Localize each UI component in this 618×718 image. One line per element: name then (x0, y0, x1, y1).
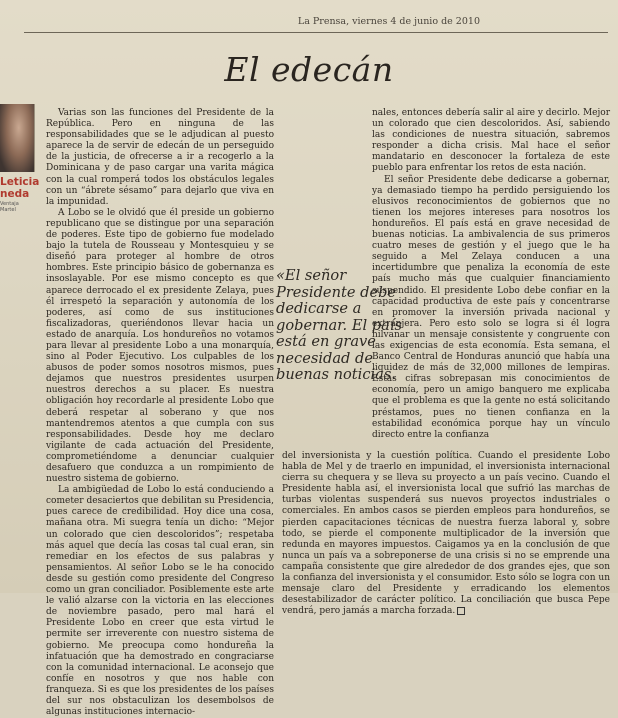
headline: El edecán (224, 50, 394, 89)
masthead: La Prensa, viernes 4 de junio de 2010 (297, 16, 480, 27)
paragraph: La ambigüedad de Lobo lo está conduciendo a cometer desaciertos que debilitan su Presidencia, pues carece de credibilidad. Hoy dice una cosa, mañana otra. Mi suegra tenía un dicho: “Mejor un colorado que cien descoloridos”; respetaba más aquel que decía las cosas tal cual eran, sin remediar en los efectos de sus palabras y pensamientos. Al señor Lobo se le ha conocido desde su gestión como presidente del Congreso como un gran conciliador. Posiblemente este arte le valió alzarse con la victoria en las elecciones de noviembre pasado, pero mal hará el Presidente Lobo en creer que esta virtud le permite ser irreverente con nuestro sistema de gobierno. Me preocupa como hondureña la infatuación que ha demostrado en congraciarse con la comunidad internacional. Le aconsejo que confíe en nosotros y que nos hable con franqueza. Si es que los presidentes de los países del sur nos obstaculizan los desembolsos de algunas instituciones internacio- (46, 485, 274, 718)
paragraph-text: del inversionista y la cuestión política. Cuando el presidente Lobo habla de Mel y de traerlo en impunidad, el inversionista internacional cierra su chequera y se lleva su proyecto a un país vecino. Cuando el Presidente habla así, el inversionista local que sufrió las marchas de turbas violentas suspenderá sus nuevos proyectos industriales o comerciales. En ambos casos se pierden empleos para hondureños, se pierden capacitaciones técnicas de nuestra fuerza laboral y, sobre todo, se pierde el componente multiplicador de la inversión que redunda en mayores impuestos. Caigamos ya en la conclusión de que nunca un país va a sobreponerse de una crisis si no se emprende una campaña consistente que gire alrededor de dos grandes ejes, que son la confianza del inversionista y el consumidor. Esto sólo se logra con un mensaje claro del Presidente y erradicando los elementos desestabilizador de carácter político. La conciliación que busca Pepe vendrá, pero jamás a marcha forzada. (282, 451, 610, 617)
author-meta: Ventaja Martel (0, 201, 19, 213)
pull-quote: «El señor Presidente debe dedicarse a gobernar. El país está en grave necesidad de buenas noticias. (276, 267, 402, 383)
author-photo (0, 104, 35, 172)
header-rule (24, 32, 608, 33)
paragraph: El señor Presidente debe dedicarse a gobernar, ya demasiado tiempo ha perdido persiguiendo los elusivos reconocimientos de gobiernos que no tienen los mejores intereses para nosotros los hondureños. El país está en grave necesidad de buenas noticias. La ambivalencia de sus primeros cuatro meses de gestión y el juego que le ha seguido a Mel Zelaya conducen a una incertidumbre que penaliza la economía de este país mucho más que cualquier financiamiento suspendido. El presidente Lobo debe confiar en la capacidad productiva de este país y concentrarse en promover la inversión privada nacional y extranjera. Pero esto solo se logra si él logra hilvanar un mensaje consistente y congruente con las exigencias de esta economía. Esta semana, el Banco Central de Honduras anunció que había una liquidez de más de 32,000 millones de lempiras. Estas cifras sobrepasan mis conocimientos de economía, pero un amigo banquero me explicaba que el problema es que la gente no está solicitando préstamos, pues no tienen confianza en la estabilidad económica porque hay un vínculo directo entre la confianza (372, 174, 610, 440)
paragraph (282, 451, 610, 617)
paragraph: nales, entonces debería salir al aire y decirlo. Mejor un colorado que cien descoloridos. Así, sabiendo las condiciones de nuestra situación, sabremos responder a dicha crisis. Mal hace el señor mandatario en desconocer la fortaleza de este pueblo para enfrentar los retos de esta nación. (372, 108, 610, 174)
paragraph: Varias son las funciones del Presidente de la República. Pero en ninguna de las responsabilidades que se le adjudican al puesto aparece la de servir de edecán de un perseguido de la justicia, de ofrecerse a ir a recogerlo a la Dominicana y de paso cargar una varita mágica con la cual romperá todos los obstáculos legales con un “ábrete sésamo” para dejarlo que viva en la impunidad. (46, 108, 274, 207)
author-name: Leticia neda (0, 176, 40, 200)
article-column-1 (46, 108, 274, 718)
paragraph: A Lobo se le olvidó que él preside un gobierno republicano que se distingue por una separación de poderes. Este tipo de gobierno fue modelado bajo la tutela de Rousseau y Montesquieu y se diseñó para proteger al hombre de otros hombres. Este principio básico de gobernanza es insoslayable. Por ese mismo concepto es que aparece derrocado el ex presidente Zelaya, pues él irrespetó la separación y autonomía de los poderes, así como de sus instituciones fiscalizadoras, queriéndonos llevar hacia un estado de anarquía. Los hondureños no votamos para llevar al presidente Lobo a una monarquía, sino al Poder Ejecutivo. Los culpables de los abusos de poder somos nosotros mismos, pues dejamos que nuestros presidentes usurpen nuestros derechos a su placer. Es nuestra obligación hoy recordarle al presidente Lobo que deberá respetar al soberano y que nos mantendremos atentos a que cumpla con sus responsabilidades. Desde hoy me declaro vigilante de cada actuación del Presidente, comprometiéndome a denunciar cualquier desafuero que conduzca a un rompimiento de nuestro sistema de gobierno. (46, 207, 274, 485)
article-column-2-continued (282, 451, 610, 617)
end-mark-icon (457, 607, 465, 615)
